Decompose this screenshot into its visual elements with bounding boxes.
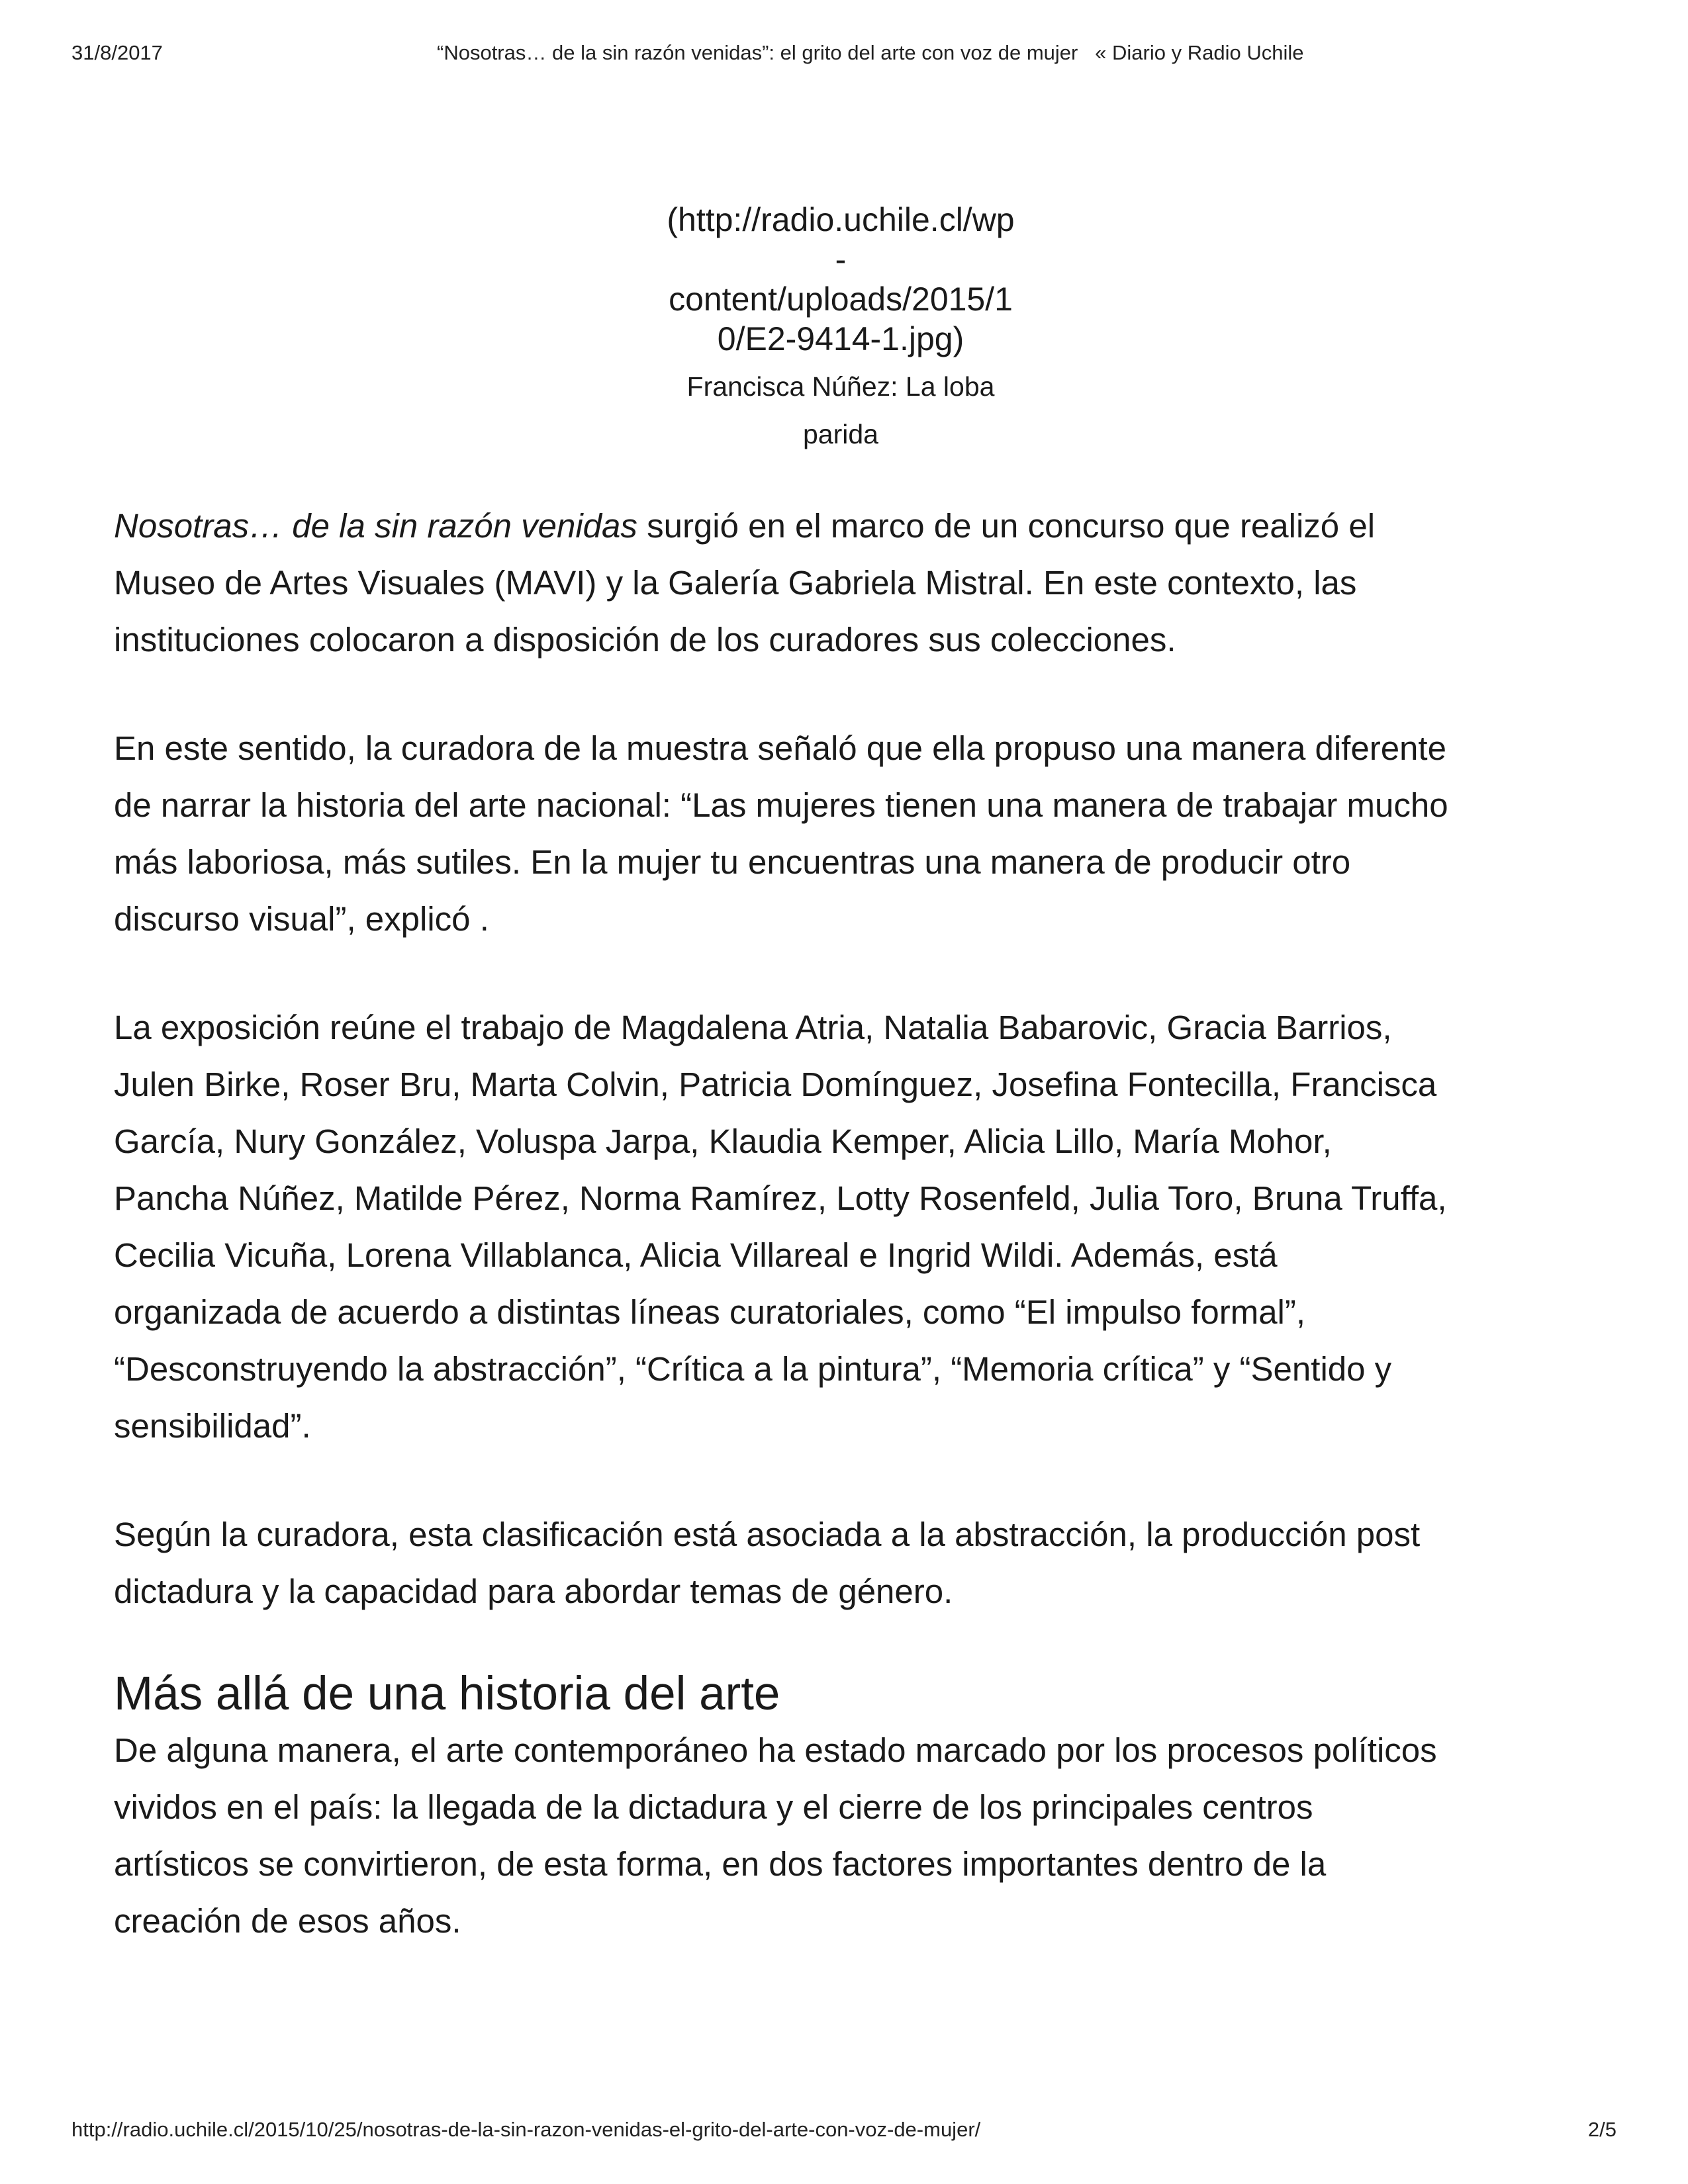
paragraph-line: De alguna manera, el arte contemporáneo ha estado marcado por los procesos políticos bbox=[114, 1731, 1437, 1769]
paragraph-line: artísticos se convirtieron, de esta forma, en dos factores importantes dentro de la bbox=[114, 1845, 1327, 1883]
section-heading: Más allá de una historia del arte bbox=[114, 1668, 780, 1720]
print-header-title: “Nosotras… de la sin razón venidas”: el grito del arte con voz de mujer « Diario y Radio Uchile bbox=[437, 41, 1304, 64]
paragraph-1 bbox=[114, 498, 1590, 668]
print-footer-url: http://radio.uchile.cl/2015/10/25/nosotras-de-la-sin-razon-venidas-el-grito-del-arte-con-voz-de-mujer/ bbox=[71, 2118, 981, 2141]
paragraph-line: más laboriosa, más sutiles. En la mujer tu encuentras una manera de producir otro bbox=[114, 843, 1351, 881]
paragraph-line: instituciones colocaron a disposición de los curadores sus colecciones. bbox=[114, 621, 1176, 659]
paragraph-line: Según la curadora, esta clasificación está asociada a la abstracción, la producción post bbox=[114, 1516, 1421, 1553]
paragraph-line: Pancha Núñez, Matilde Pérez, Norma Ramírez, Lotty Rosenfeld, Julia Toro, Bruna Truffa, bbox=[114, 1179, 1447, 1217]
paragraph-line: “Desconstruyendo la abstracción”, “Crítica a la pintura”, “Memoria crítica” y “Sentido y bbox=[114, 1350, 1392, 1388]
image-link-line[interactable]: content/uploads/2015/1 bbox=[669, 281, 1013, 318]
paragraph-line: En este sentido, la curadora de la muestra señaló que ella propuso una manera diferente bbox=[114, 729, 1446, 767]
article-body bbox=[114, 498, 1590, 1950]
paragraph-line: creación de esos años. bbox=[114, 1902, 461, 1940]
paragraph-line: Cecilia Vicuña, Lorena Villablanca, Alicia Villareal e Ingrid Wildi. Además, está bbox=[114, 1236, 1278, 1274]
paragraph-line: discurso visual”, explicó . bbox=[114, 900, 489, 938]
image-link-line[interactable]: (http://radio.uchile.cl/wp bbox=[667, 201, 1015, 238]
image-caption bbox=[635, 363, 1046, 458]
paragraph-text: surgió en el marco de un concurso que realizó el bbox=[637, 507, 1376, 545]
image-link[interactable] bbox=[635, 200, 1046, 359]
print-header-date: 31/8/2017 bbox=[71, 41, 163, 64]
paragraph-line: de narrar la historia del arte nacional: “Las mujeres tienen una manera de trabajar mucho bbox=[114, 786, 1448, 824]
paragraph-4 bbox=[114, 1506, 1590, 1620]
paragraph-5 bbox=[114, 1722, 1590, 1950]
image-caption-line: Francisca Núñez: La loba bbox=[686, 371, 995, 402]
paragraph-line: La exposición reúne el trabajo de Magdalena Atria, Natalia Babarovic, Gracia Barrios, bbox=[114, 1009, 1392, 1046]
paragraph-line: vividos en el país: la llegada de la dictadura y el cierre de los principales centros bbox=[114, 1788, 1313, 1826]
paragraph-line: dictadura y la capacidad para abordar temas de género. bbox=[114, 1572, 953, 1610]
paragraph-3 bbox=[114, 999, 1590, 1455]
paragraph-line: García, Nury González, Voluspa Jarpa, Klaudia Kemper, Alicia Lillo, María Mohor, bbox=[114, 1122, 1332, 1160]
image-caption-block bbox=[635, 200, 1046, 458]
paragraph-line: Museo de Artes Visuales (MAVI) y la Galería Gabriela Mistral. En este contexto, las bbox=[114, 564, 1357, 602]
image-link-line[interactable]: - bbox=[835, 241, 847, 278]
paragraph-line: Julen Birke, Roser Bru, Marta Colvin, Patricia Domínguez, Josefina Fontecilla, Francisca bbox=[114, 1066, 1437, 1103]
paragraph-line: sensibilidad”. bbox=[114, 1407, 311, 1445]
paragraph-line: organizada de acuerdo a distintas líneas curatoriales, como “El impulso formal”, bbox=[114, 1293, 1306, 1331]
image-link-line[interactable]: 0/E2-9414-1.jpg) bbox=[717, 320, 964, 357]
exhibition-title: Nosotras… de la sin razón venidas bbox=[114, 507, 637, 545]
paragraph-2 bbox=[114, 720, 1590, 948]
image-caption-line: parida bbox=[803, 419, 878, 449]
print-footer-page-number: 2/5 bbox=[1587, 2118, 1617, 2141]
paragraph-line bbox=[114, 498, 1590, 555]
